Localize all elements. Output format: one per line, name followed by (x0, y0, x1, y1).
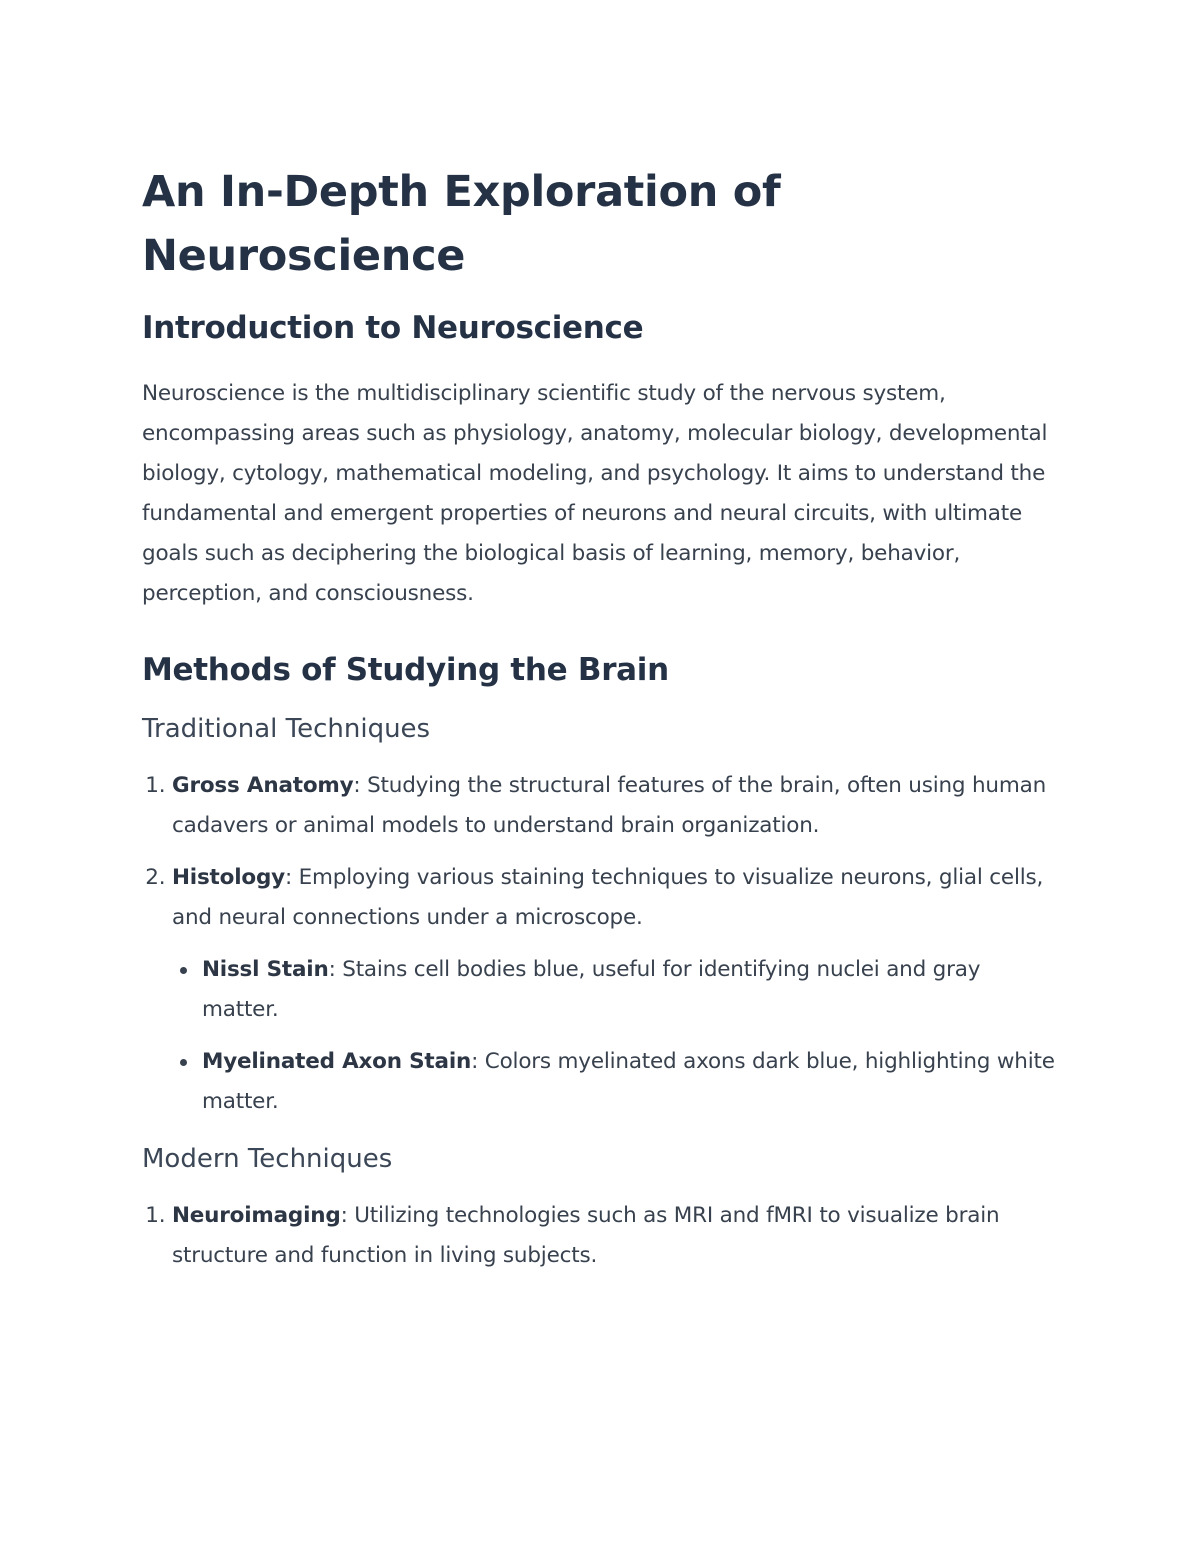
list-item-histology (172, 858, 1057, 1122)
list-item-nissl-stain (202, 950, 1057, 1030)
description-nissl-stain: : Stains cell bodies blue, useful for identifying nuclei and gray matter. (202, 957, 981, 1022)
modern-techniques-list (142, 1196, 1057, 1276)
traditional-techniques-list (142, 766, 1057, 1122)
staining-methods-list (172, 950, 1057, 1122)
document-title: An In-Depth Exploration of Neuroscience (142, 167, 781, 281)
introduction-paragraph: Neuroscience is the multidisciplinary scientific study of the nervous system, encompassing areas such as physiology, anatomy, molecular biology, developmental biology, cytology, mathematical modeling, and psychology. It aims to understand the fundamental and emergent properties of neurons and neural circuits, with ultimate goals such as deciphering the biological basis of learning, memory, behavior, perception, and consciousness. (142, 381, 1048, 606)
description-histology: : Employing various staining techniques to visualize neurons, glial cells, and neural connections under a microscope. (172, 865, 1044, 930)
term-histology: Histology (172, 865, 285, 890)
list-item-neuroimaging (172, 1196, 1057, 1276)
section-heading-introduction: Introduction to Neuroscience (142, 310, 644, 346)
term-neuroimaging: Neuroimaging (172, 1203, 341, 1228)
description-neuroimaging: : Utilizing technologies such as MRI and fMRI to visualize brain structure and function in living subjects. (172, 1203, 1000, 1268)
term-nissl-stain: Nissl Stain (202, 957, 329, 982)
bullet-icon (180, 967, 187, 974)
document-page (142, 160, 1057, 1288)
description-myelinated-axon-stain: : Colors myelinated axons dark blue, highlighting white matter. (202, 1049, 1055, 1114)
section-heading-methods: Methods of Studying the Brain (142, 652, 669, 688)
subsection-heading-traditional: Traditional Techniques (142, 714, 431, 744)
term-myelinated-axon-stain: Myelinated Axon Stain (202, 1049, 472, 1074)
subsection-heading-modern: Modern Techniques (142, 1144, 393, 1174)
description-gross-anatomy: : Studying the structural features of the brain, often using human cadavers or animal models to understand brain organization. (172, 773, 1047, 838)
bullet-icon (180, 1059, 187, 1066)
term-gross-anatomy: Gross Anatomy (172, 773, 354, 798)
list-item-gross-anatomy (172, 766, 1057, 846)
list-item-myelinated-axon-stain (202, 1042, 1057, 1122)
